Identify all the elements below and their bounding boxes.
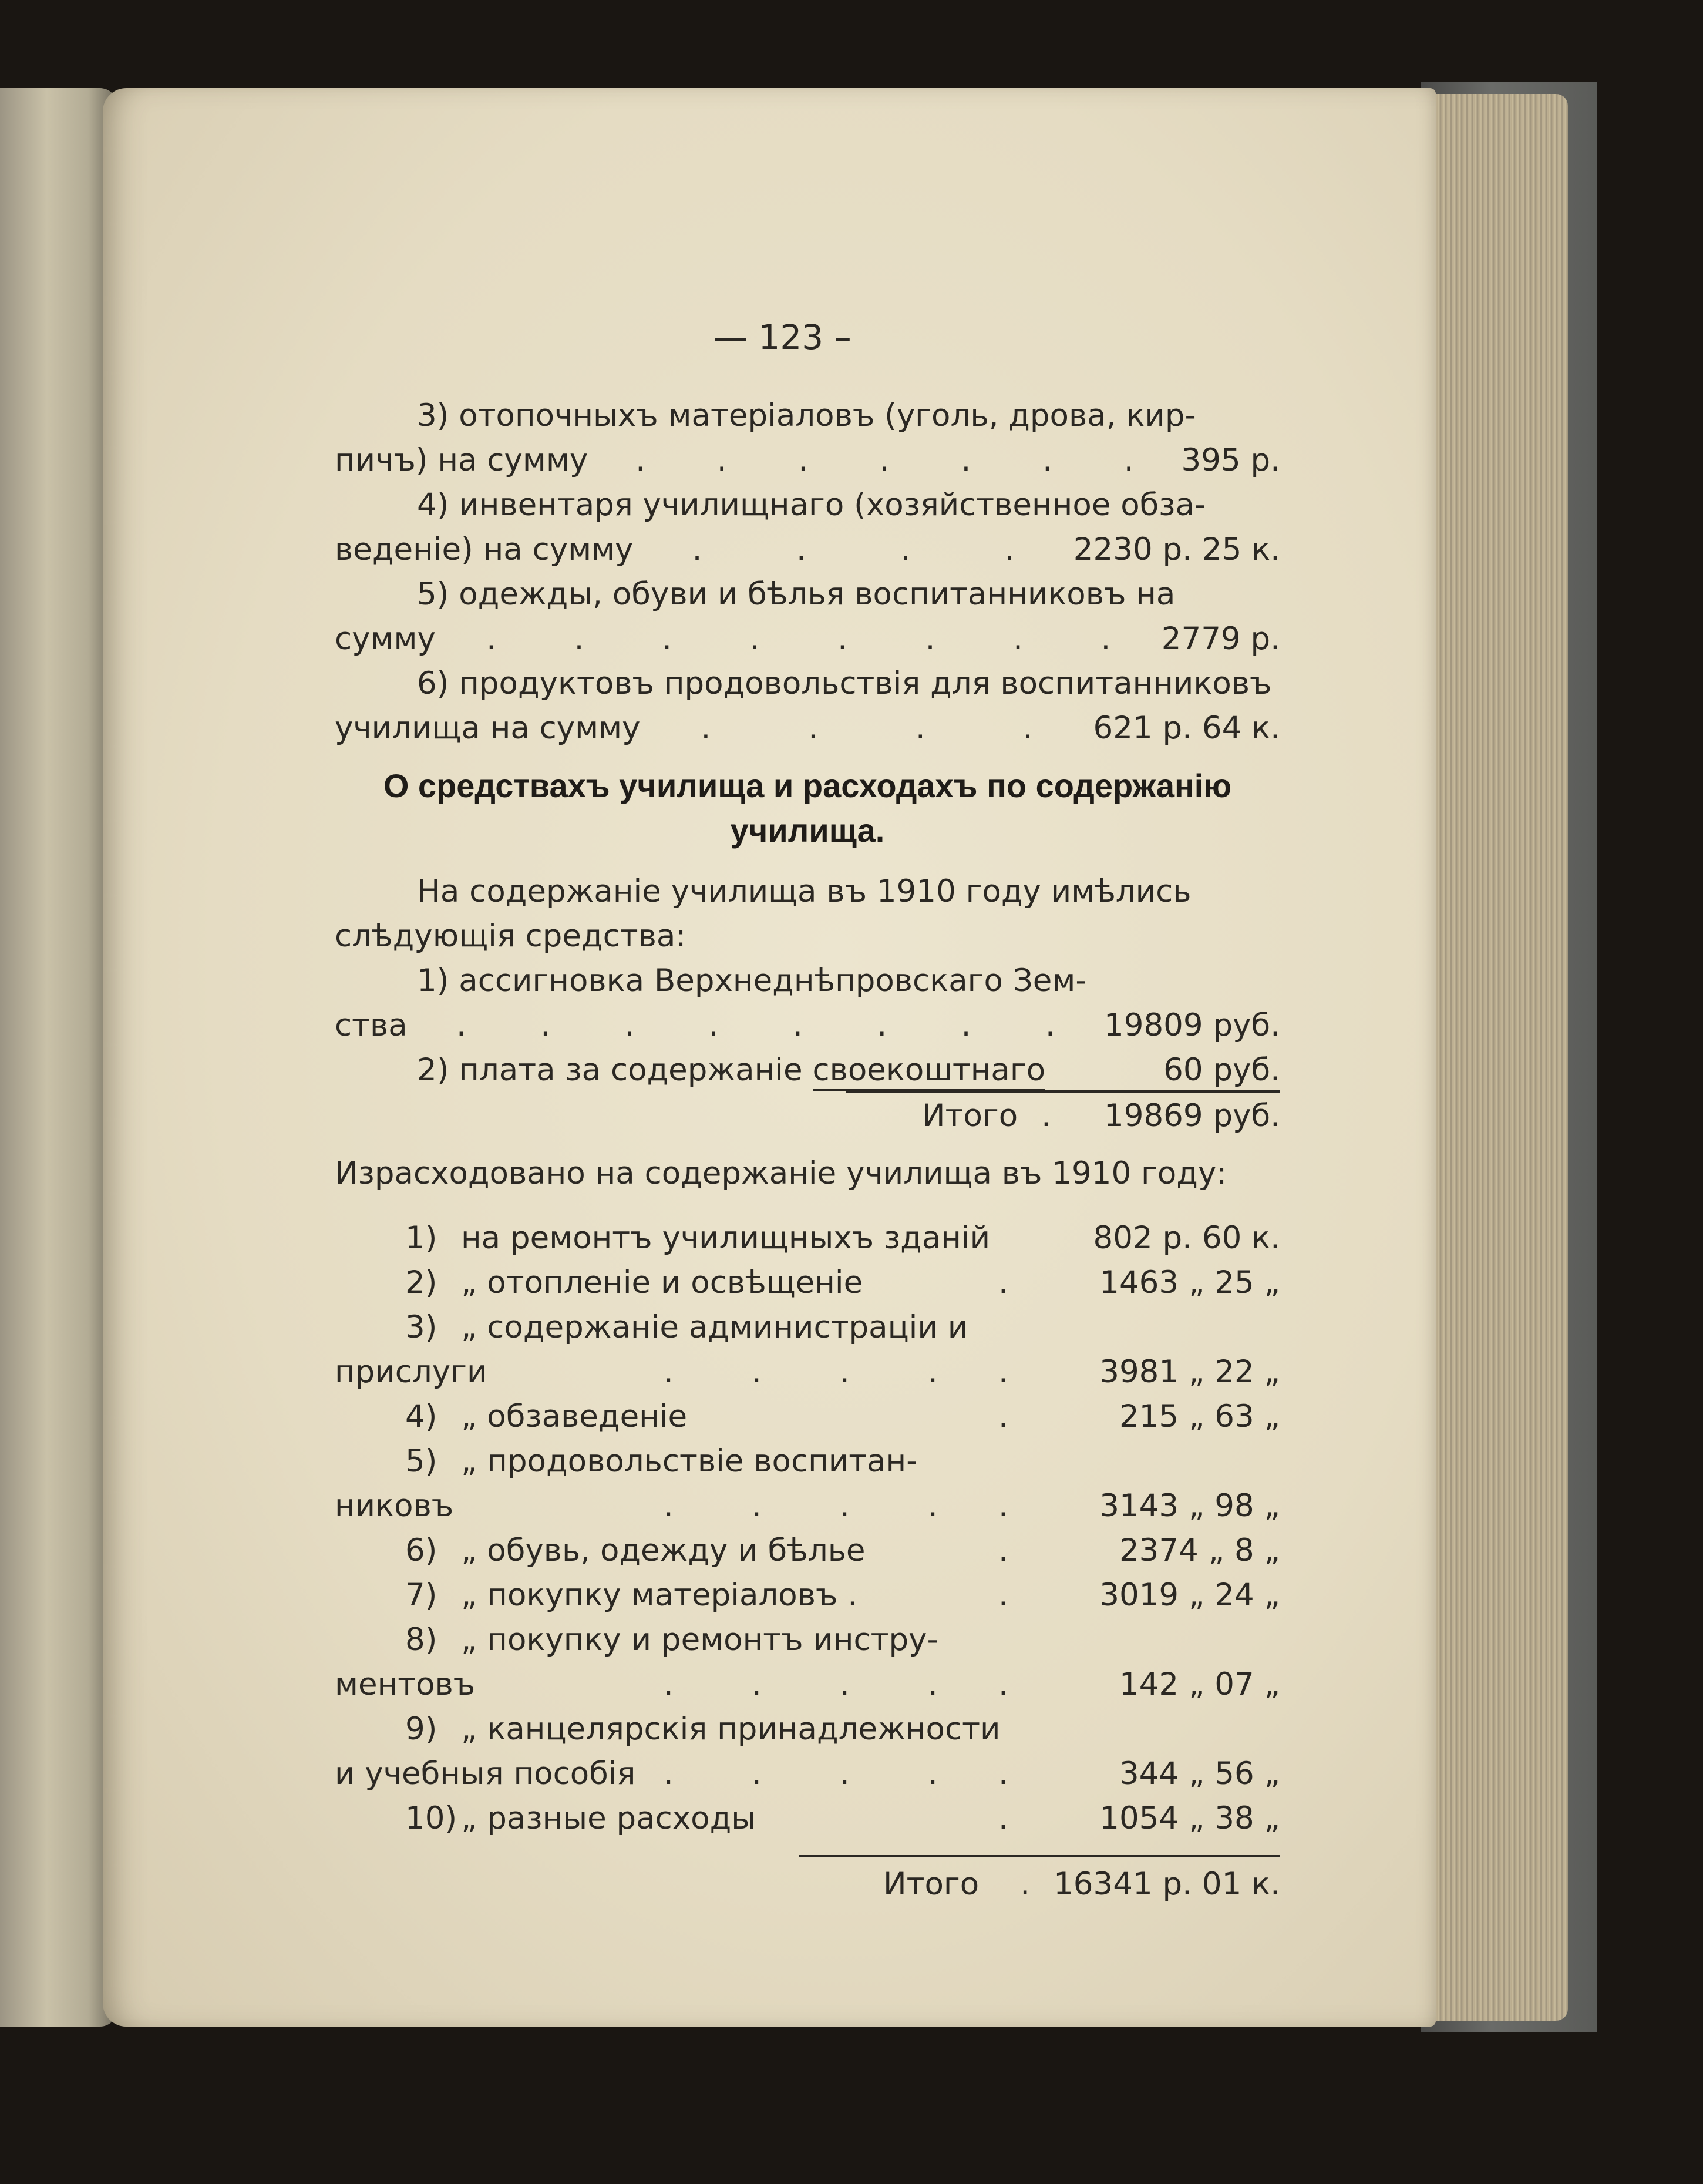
funds-total: Итого . 19869 руб. — [921, 1098, 1280, 1134]
leader-dot: . — [928, 1488, 938, 1524]
expense-label: „ покупку и ремонтъ инстру- — [461, 1622, 938, 1658]
section-heading-line1: О средствахъ училища и расходахъ по содержанію — [383, 767, 1232, 804]
leader-dot: . — [998, 1533, 1008, 1568]
expense-number: 5) — [405, 1443, 437, 1479]
expense-number: 6) — [405, 1533, 437, 1568]
expense-amount: 344 „ 56 „ — [1119, 1756, 1280, 1792]
expenses-sum-rule — [799, 1855, 1280, 1857]
intro-item-3-line1: 3) отопочныхъ матеріаловъ (уголь, дрова, кир- — [417, 398, 1196, 434]
intro-item-4-line1: 4) инвентаря училищнаго (хозяйственное обза- — [417, 487, 1206, 523]
funds-sum-rule — [846, 1090, 1280, 1093]
expense-amount: 215 „ 63 „ — [1119, 1399, 1280, 1434]
left-facing-page — [0, 88, 117, 2027]
expense-label: „ обзаведеніе — [461, 1399, 688, 1434]
expense-label: „ покупку матеріаловъ . — [461, 1577, 858, 1613]
expense-number: 2) — [405, 1265, 437, 1301]
expenses-intro: Израсходовано на содержаніе училища въ 1910 году: — [335, 1155, 1227, 1191]
leader-dot: . — [840, 1666, 850, 1702]
funds-item1-line1: 1) ассигновка Верхнеднѣпровскаго Зем- — [417, 963, 1087, 999]
expense-label: „ продовольствіе воспитан- — [461, 1443, 918, 1479]
expense-amount: 2374 „ 8 „ — [1119, 1533, 1280, 1568]
leader-dot: . — [752, 1756, 762, 1792]
intro-item-4-line2: веденіе) на сумму . . . . 2230 р. 25 к. — [335, 532, 1280, 567]
leader-dot: . — [840, 1488, 850, 1524]
leader-dot: . — [752, 1488, 762, 1524]
leader-dot: . — [664, 1488, 674, 1524]
expense-label-continued: прислуги — [335, 1354, 487, 1390]
page-number: — 123 – — [713, 317, 852, 357]
leader-dot: . — [752, 1666, 762, 1702]
expense-label-continued: ментовъ — [335, 1666, 476, 1702]
expense-label: „ обувь, одежду и бѣлье — [461, 1533, 866, 1568]
expense-label: „ разные расходы — [461, 1800, 756, 1836]
expense-label: „ канцелярскія принадлежности — [461, 1711, 1001, 1747]
leader-dot: . — [840, 1354, 850, 1390]
expense-number: 8) — [405, 1622, 437, 1658]
intro-item-6-line1: 6) продуктовъ продовольствія для воспитанниковъ — [417, 666, 1272, 701]
expense-label-continued: никовъ — [335, 1488, 454, 1524]
leader-dot: . — [752, 1354, 762, 1390]
intro-item-3-line2: пичъ) на сумму . . . . . . . 395 р. — [335, 442, 1280, 478]
leader-dot: . — [998, 1488, 1008, 1524]
expense-number: 7) — [405, 1577, 437, 1613]
expense-amount: 3143 „ 98 „ — [1099, 1488, 1280, 1524]
intro-item-5-line1: 5) одежды, обуви и бѣлья воспитанниковъ на — [417, 576, 1176, 612]
intro-item-5-line2: сумму . . . . . . . . 2779 р. — [335, 621, 1280, 657]
expense-number: 3) — [405, 1309, 437, 1345]
leader-dot: . — [664, 1354, 674, 1390]
leader-dot: . — [998, 1354, 1008, 1390]
page-edges — [1421, 94, 1568, 2021]
expense-amount: 1463 „ 25 „ — [1099, 1265, 1280, 1301]
leader-dot: . — [840, 1756, 850, 1792]
expenses-total: Итого . 16341 р. 01 к. — [883, 1866, 1280, 1902]
leader-dot: . — [664, 1666, 674, 1702]
expense-number: 9) — [405, 1711, 437, 1747]
expense-amount: 3981 „ 22 „ — [1099, 1354, 1280, 1390]
leader-dot: . — [998, 1800, 1008, 1836]
intro-item-6-line2: училища на сумму . . . . 621 р. 64 к. — [335, 710, 1280, 746]
expense-amount: 802 р. 60 к. — [1093, 1220, 1280, 1256]
leader-dot: . — [928, 1756, 938, 1792]
leader-dot: . — [664, 1756, 674, 1792]
section-heading-line2: училища. — [730, 812, 885, 849]
expense-number: 4) — [405, 1399, 437, 1434]
expense-label-continued: и учебныя пособія — [335, 1756, 636, 1792]
leader-dot: . — [928, 1354, 938, 1390]
expense-label: „ содержаніе администраціи и — [461, 1309, 968, 1345]
expense-number: 1) — [405, 1220, 437, 1256]
funds-intro-line2: слѣдующія средства: — [335, 918, 686, 954]
leader-dot: . — [998, 1265, 1008, 1301]
leader-dot: . — [998, 1399, 1008, 1434]
expense-amount: 3019 „ 24 „ — [1099, 1577, 1280, 1613]
expense-amount: 142 „ 07 „ — [1119, 1666, 1280, 1702]
funds-item2: 2) плата за содержаніе своекоштнаго 60 руб. — [335, 1048, 1280, 1093]
leader-dot: . — [998, 1756, 1008, 1792]
funds-item1-line2: ства . . . . . . . . 19809 руб. — [335, 1007, 1280, 1043]
expense-label: „ отопленіе и освѣщеніе — [461, 1265, 863, 1301]
book-page — [103, 88, 1436, 2027]
expense-label: на ремонтъ училищныхъ зданій — [461, 1220, 991, 1256]
expense-amount: 1054 „ 38 „ — [1099, 1800, 1280, 1836]
leader-dot: . — [998, 1666, 1008, 1702]
funds-intro-line1: На содержаніе училища въ 1910 году имѣлись — [417, 873, 1192, 909]
expense-number: 10) — [405, 1800, 457, 1836]
leader-dot: . — [998, 1577, 1008, 1613]
leader-dot: . — [928, 1666, 938, 1702]
